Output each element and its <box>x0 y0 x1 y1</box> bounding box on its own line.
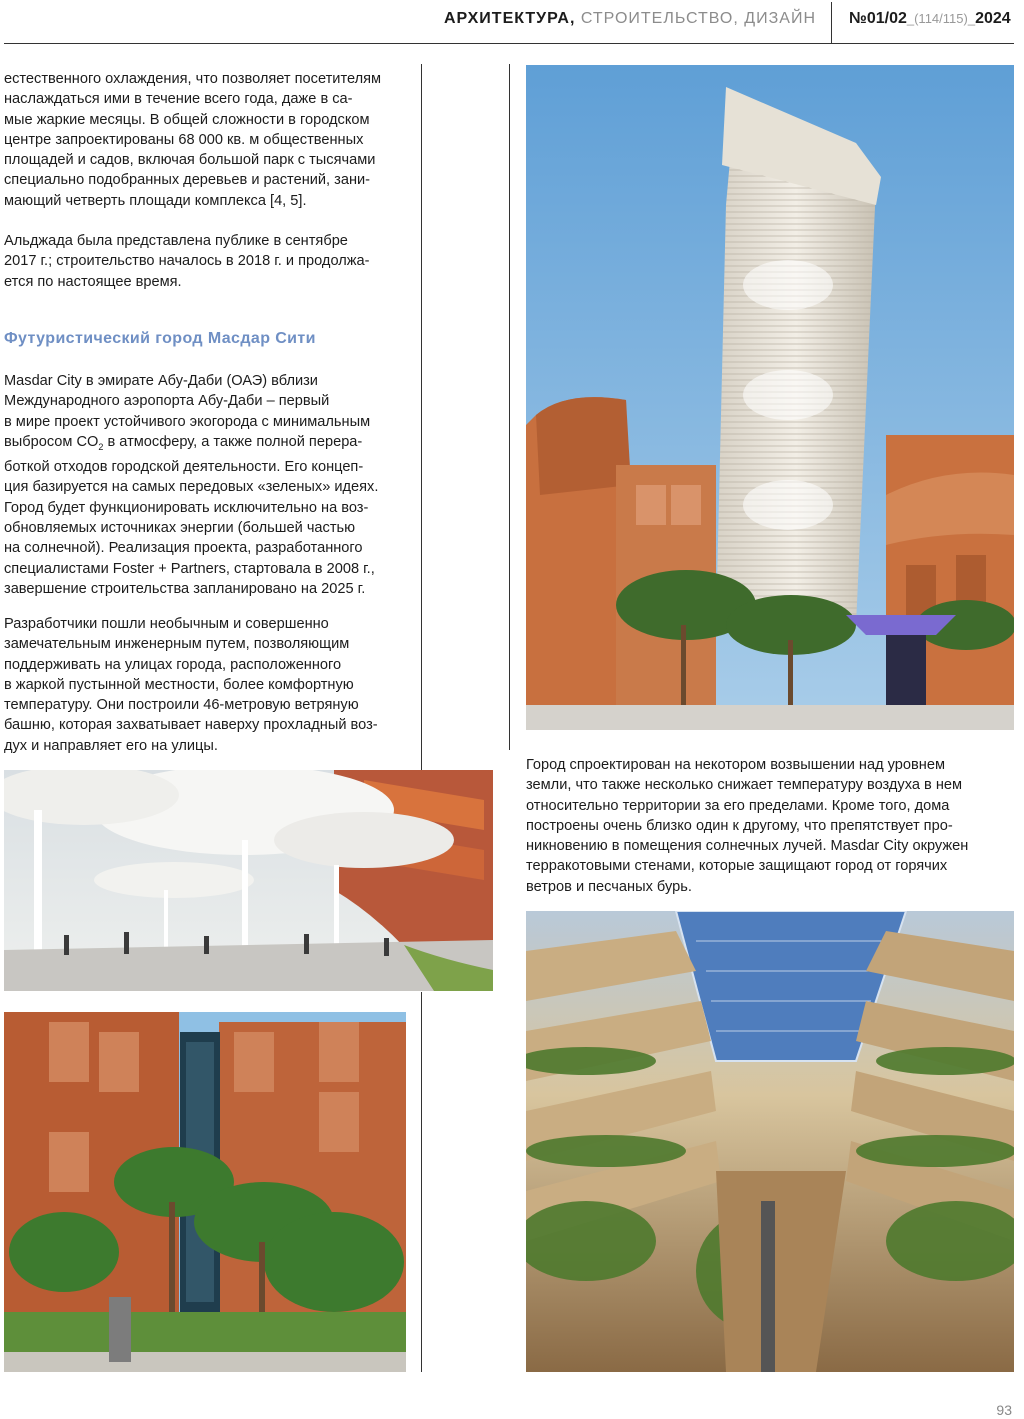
text-line: Разработчики пошли необычным и совершенно <box>4 616 329 632</box>
page-number: 93 <box>996 1402 1012 1418</box>
text-line: специально подобранных деревьев и растений, зани- <box>4 172 371 189</box>
column-rule-right <box>509 64 510 750</box>
text-line: наслаждаться ими в течение всего года, даже в са- <box>4 91 353 108</box>
aljada-paragraph <box>4 231 416 292</box>
text-line: замечательным инженерным путем, позволяющим <box>4 636 350 653</box>
page-header <box>0 0 1024 44</box>
issue-year: 2024 <box>975 10 1011 27</box>
text-line: Город будет функционировать исключительно на воз- <box>4 499 369 516</box>
text-line: мые жаркие месяцы. В общей сложности в городском <box>4 111 370 128</box>
text-line: в мире проект устойчивого экогорода с минимальным <box>4 413 371 430</box>
text-line: никновению в помещения солнечных лучей. Masdar City окружен <box>526 838 969 855</box>
text-line: построены очень близко один к другому, что препятствует про- <box>526 817 953 834</box>
header-rule <box>4 43 1014 44</box>
text-line-co2 <box>4 432 416 457</box>
text-line: мающий четверть площади комплекса [4, 5]. <box>4 192 307 209</box>
text-line: терракотовыми стенами, которые защищают город от горячих <box>526 858 948 875</box>
text-span: в атмосферу, а также полной перера- <box>103 433 363 450</box>
text-line: земли, что также несколько снижает температуру воздуха в нем <box>526 777 963 794</box>
text-line: 2017 г.; строительство началось в 2018 г. и продолжа- <box>4 253 370 270</box>
text-line: Город спроектирован на некотором возвышении над уровнем <box>526 757 946 773</box>
text-line: ция базируется на самых передовых «зеленых» идеях. <box>4 479 379 496</box>
text-line: обновляемых источниках энергии (большей частью <box>4 519 356 536</box>
text-line: Международного аэропорта Абу-Даби – первый <box>4 393 330 410</box>
courtyard-photo <box>4 1012 406 1372</box>
text-line: относительно территории за его пределами. Кроме того, дома <box>526 797 950 814</box>
text-line: дух и направляет его на улицы. <box>4 737 218 754</box>
elevation-paragraph <box>526 755 1016 897</box>
developers-paragraph <box>4 614 416 756</box>
text-line: специалистами Foster + Partners, стартовала в 2008 г., <box>4 560 375 577</box>
section-heading: Футуристический город Масдар Сити <box>4 330 316 347</box>
text-line: Masdar City в эмирате Абу-Даби (ОАЭ) вблизи <box>4 373 318 389</box>
text-line: на солнечной). Реализация проекта, разработанного <box>4 540 363 557</box>
text-line: в жаркой пустынной местности, более комфортную <box>4 676 354 693</box>
journal-section <box>444 10 816 28</box>
issue-sub: _(114/115)_ <box>906 11 976 26</box>
wind-tower-photo <box>526 65 1014 730</box>
atrium-photo <box>526 911 1014 1372</box>
text-line: башню, которая захватывает наверху прохладный воз- <box>4 717 378 734</box>
intro-paragraph <box>4 69 416 211</box>
text-line: боткой отходов городской деятельности. Его концеп- <box>4 459 364 476</box>
header-divider <box>831 2 832 44</box>
text-line: центре запроектированы 68 000 кв. м общественных <box>4 131 364 148</box>
text-line: завершение строительства запланировано на 2025 г. <box>4 580 366 597</box>
text-line: Альджада была представлена публике в сентябре <box>4 233 348 249</box>
text-span: выбросом CO <box>4 433 99 450</box>
text-line: площадей и садов, включая большой парк с тысячами <box>4 152 376 169</box>
section-rest: СТРОИТЕЛЬСТВО, ДИЗАЙН <box>575 10 816 27</box>
masdar-paragraph <box>4 371 416 599</box>
co2-subscript: 2 <box>98 441 104 452</box>
issue-number <box>849 10 1011 28</box>
text-line: естественного охлаждения, что позволяет посетителям <box>4 71 382 87</box>
text-line: поддерживать на улицах города, расположенного <box>4 656 342 673</box>
plaza-umbrellas-photo <box>4 770 493 991</box>
issue-main: №01/02 <box>849 10 907 27</box>
column-rule-left-lower <box>421 992 422 1372</box>
text-line: ветров и песчаных бурь. <box>526 878 692 895</box>
text-line: ется по настоящее время. <box>4 273 182 290</box>
section-strong: АРХИТЕКТУРА, <box>444 10 576 27</box>
text-line: температуру. Они построили 46-метровую ветряную <box>4 697 359 714</box>
column-rule-left <box>421 64 422 770</box>
